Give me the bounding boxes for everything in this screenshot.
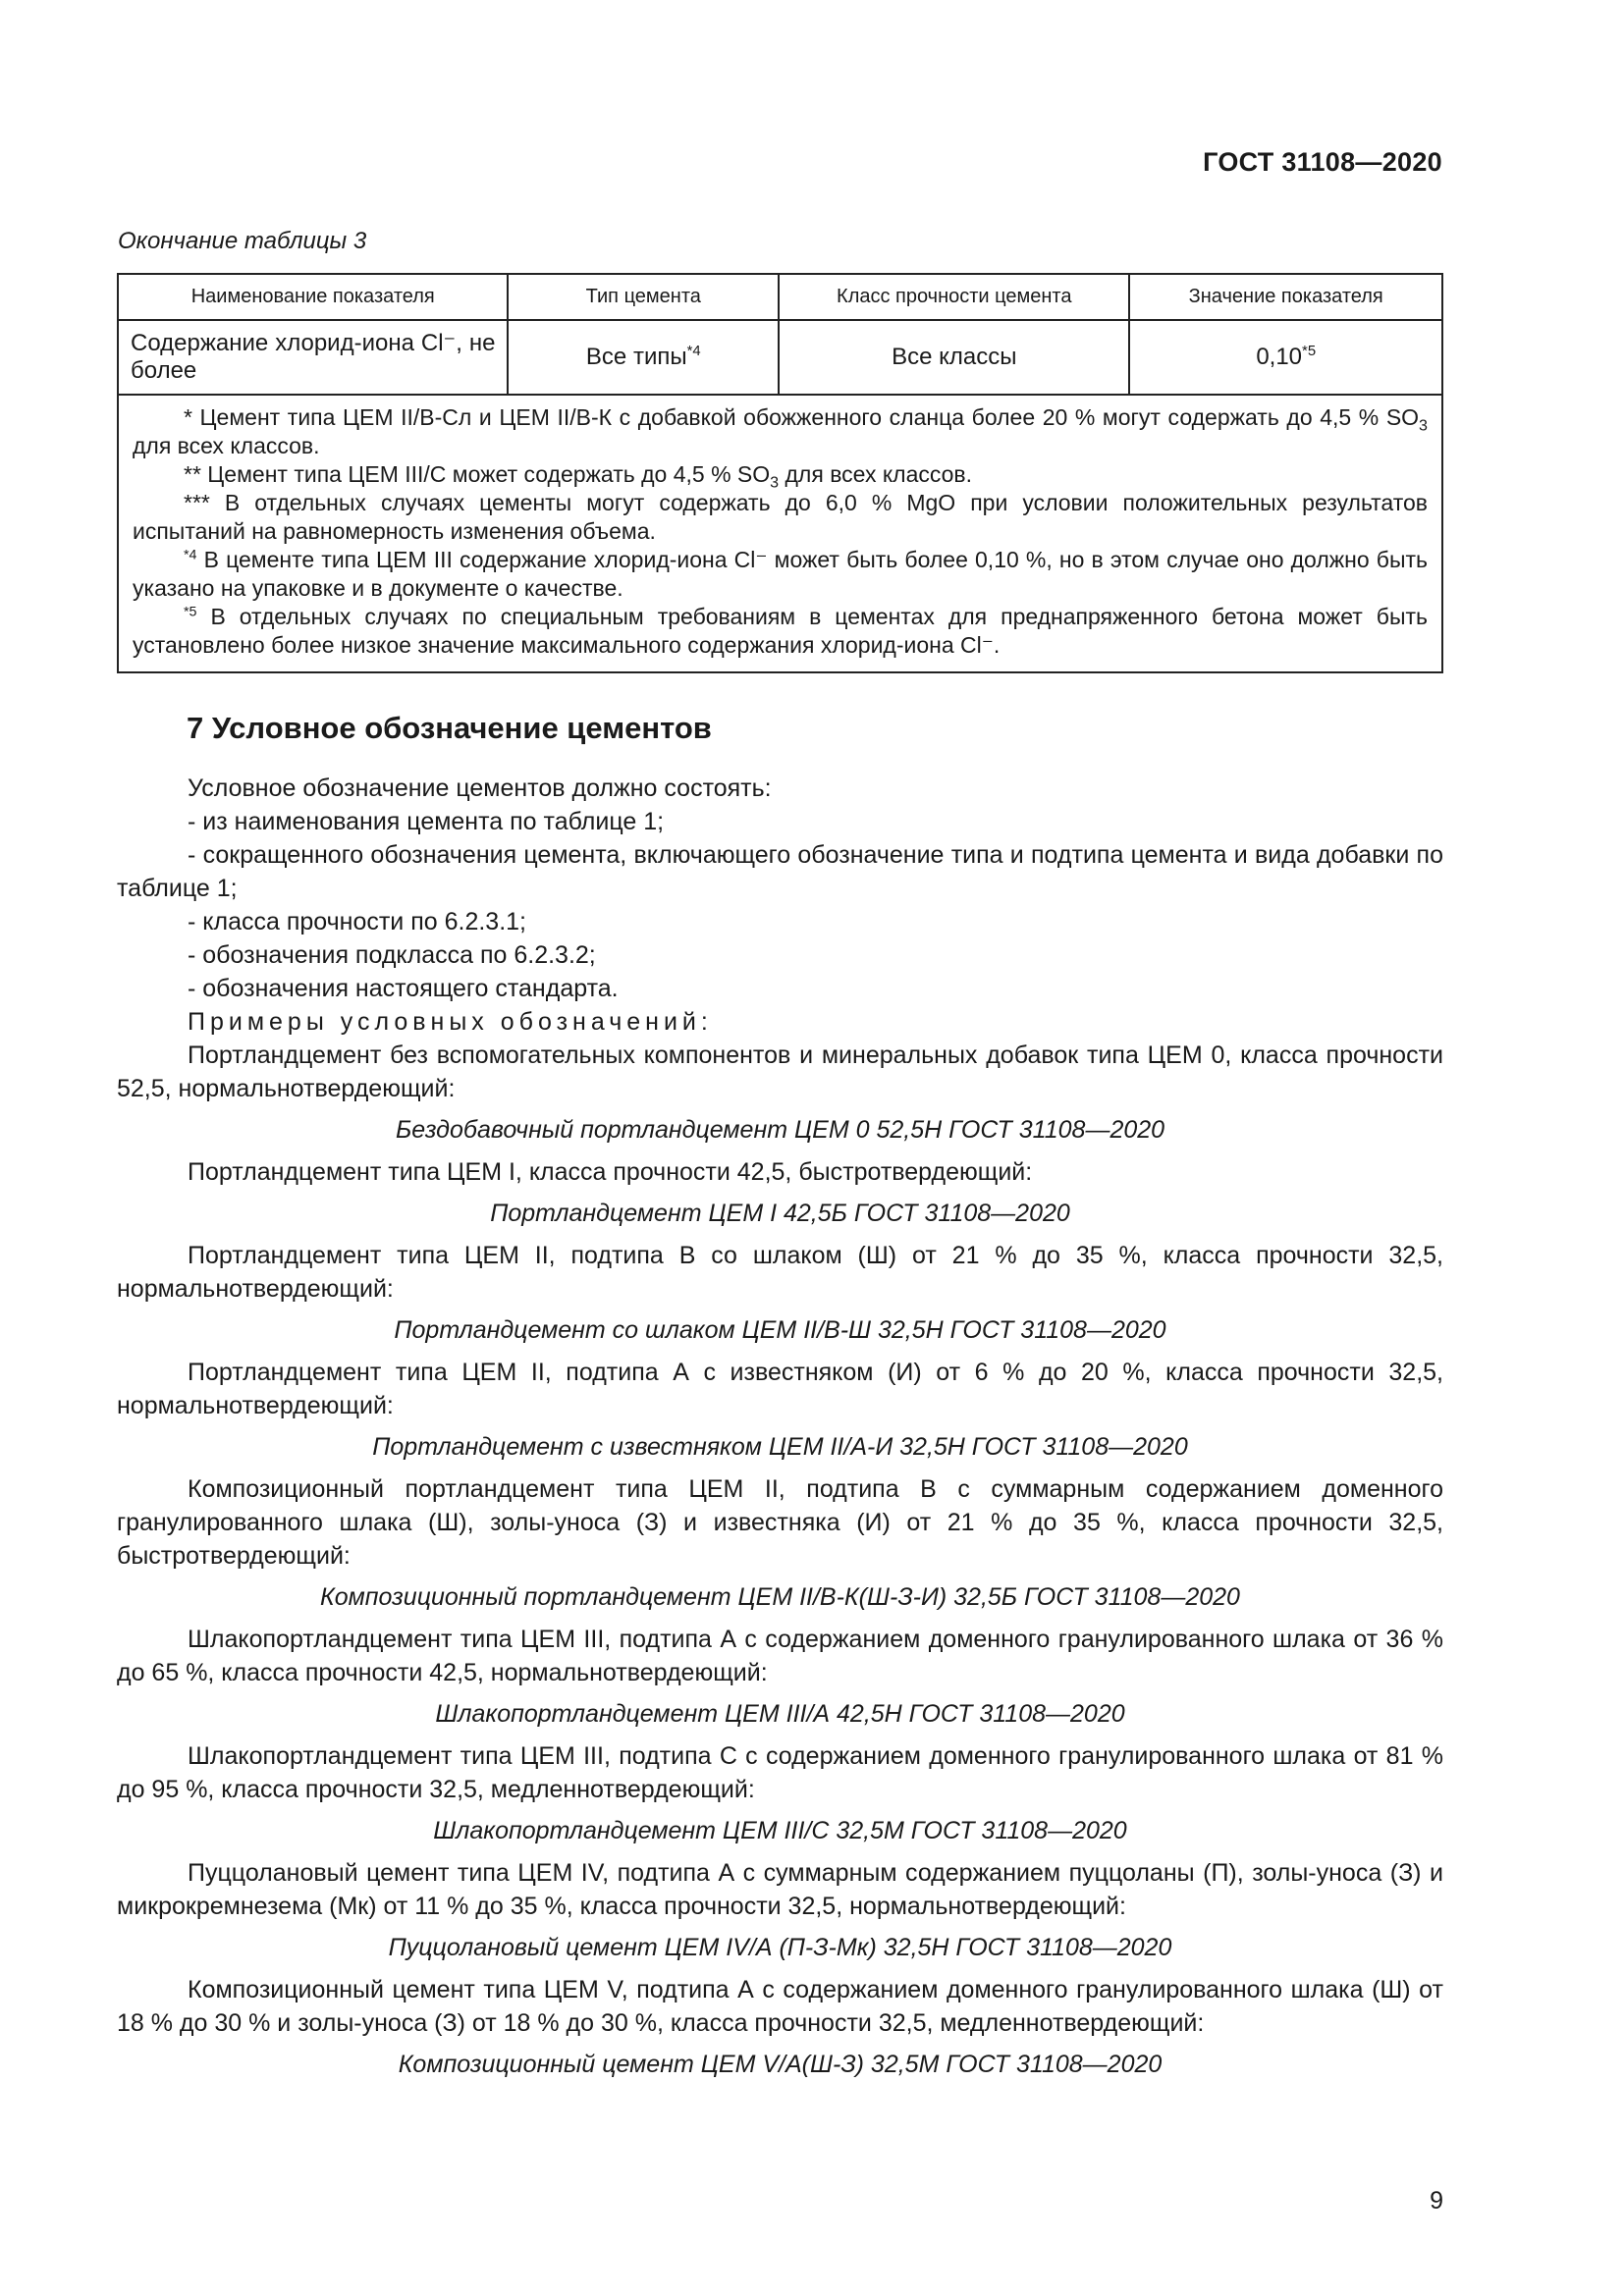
example-designation: Шлакопортландцемент ЦЕМ III/С 32,5М ГОСТ 31108—2020 — [433, 1817, 1127, 1844]
table-caption: Окончание таблицы 3 — [118, 228, 367, 254]
cement-type-cell — [508, 320, 779, 395]
example-description: Композиционный цемент типа ЦЕМ V, подтипа А с содержанием доменного гранулированного шлака (Ш) от 18 % до 30 % и золы-уноса (З) от 18 % до 30 %, класса прочности 32,5, медленнотвердеющий: — [117, 1976, 1443, 2037]
requirements-table — [117, 273, 1443, 673]
table-note: *** В отдельных случаях цементы могут содержать до 6,0 % MgO при условии положительных результатов испытаний на равномерность изменения объема. — [133, 490, 1428, 544]
footnote-mark: *5 — [1302, 344, 1317, 359]
parameter-name-cell: Содержание хлорид-иона Cl⁻, не более — [118, 320, 508, 395]
example-description: Пуццолановый цемент типа ЦЕМ IV, подтипа А с суммарным содержанием пуццоланы (П), золы-уноса (З) и микрокремнезема (Мк) от 11 % до 35 %, класса прочности 32,5, нормальнотвердеющий: — [117, 1859, 1443, 1920]
example-designation: Композиционный портландцемент ЦЕМ II/В-К(Ш-З-И) 32,5Б ГОСТ 31108—2020 — [320, 1583, 1240, 1611]
column-header-cement-type: Тип цемента — [508, 274, 779, 320]
list-item: - обозначения настоящего стандарта. — [188, 975, 619, 1002]
example-description: Портландцемент типа ЦЕМ I, класса прочности 42,5, быстротвердеющий: — [188, 1158, 1033, 1186]
section-title: 7 Условное обозначение цементов — [187, 711, 712, 745]
column-header-parameter: Наименование показателя — [118, 274, 508, 320]
table-notes-row — [118, 395, 1442, 672]
list-item: - сокращенного обозначения цемента, включающего обозначение типа и подтипа цемента и вида добавки по таблице 1; — [117, 841, 1443, 902]
section-body — [117, 772, 1443, 2090]
column-header-strength-class: Класс прочности цемента — [779, 274, 1129, 320]
example-designation: Композиционный цемент ЦЕМ V/А(Ш-З) 32,5М ГОСТ 31108—2020 — [398, 2051, 1163, 2078]
cement-type-text: Все типы — [585, 344, 687, 370]
footnote-mark: *4 — [686, 344, 701, 359]
example-description: Композиционный портландцемент типа ЦЕМ II, подтипа В с суммарным содержанием доменного гранулированного шлака (Ш), золы-уноса (З) и известняка (И) от 21 % до 35 %, класса прочности 32,5, быстротвердеющий: — [117, 1475, 1443, 1570]
example-designation: Портландцемент со шлаком ЦЕМ II/В-Ш 32,5Н ГОСТ 31108—2020 — [394, 1316, 1166, 1344]
section-intro: Условное обозначение цементов должно состоять: — [188, 774, 772, 802]
example-designation: Шлакопортландцемент ЦЕМ III/А 42,5Н ГОСТ 31108—2020 — [435, 1700, 1125, 1728]
example-designation: Бездобавочный портландцемент ЦЕМ 0 52,5Н ГОСТ 31108—2020 — [395, 1116, 1165, 1144]
table-note: $^{*4}$ В цементе типа ЦЕМ III содержание хлорид-иона Cl⁻ может быть более 0,10 %, но в этом случае оно должно быть указано на упаковке и в документе о качестве. — [133, 547, 1428, 601]
table-note: ** Цемент типа ЦЕМ III/С может содержать до 4,5 % $SO_3$ для всех классов. — [184, 461, 973, 492]
example-description: Шлакопортландцемент типа ЦЕМ III, подтипа С с содержанием доменного гранулированного шлака от 81 % до 95 %, класса прочности 32,5, медленнотвердеющий: — [117, 1742, 1443, 1803]
table-header-row — [118, 274, 1442, 320]
standard-number-header: ГОСТ 31108—2020 — [1203, 147, 1442, 177]
list-item: - обозначения подкласса по 6.2.3.2; — [188, 941, 596, 969]
example-designation: Пуццолановый цемент ЦЕМ IV/А (П-З-Мк) 32,5Н ГОСТ 31108—2020 — [388, 1934, 1172, 1961]
value-cell — [1129, 320, 1442, 395]
value-text: 0,10 — [1256, 344, 1303, 370]
table-note: $^{*5}$ В отдельных случаях по специальным требованиям в цементах для преднапряженного бетона может быть установлено более низкое значение максимального содержания хлорид-иона Cl⁻. — [133, 604, 1428, 658]
example-description: Портландцемент без вспомогательных компонентов и минеральных добавок типа ЦЕМ 0, класса прочности 52,5, нормальнотвердеющий: — [117, 1041, 1443, 1102]
example-designation: Портландцемент ЦЕМ I 42,5Б ГОСТ 31108—2020 — [490, 1200, 1070, 1227]
example-description: Портландцемент типа ЦЕМ II, подтипа В со шлаком (Ш) от 21 % до 35 %, класса прочности 32,5, нормальнотвердеющий: — [117, 1242, 1443, 1303]
strength-class-cell: Все классы — [779, 320, 1129, 395]
examples-heading: Примеры условных обозначений: — [188, 1008, 713, 1036]
example-designation: Портландцемент с известняком ЦЕМ II/А-И 32,5Н ГОСТ 31108—2020 — [372, 1433, 1188, 1461]
table-notes — [118, 395, 1442, 672]
table-row — [118, 320, 1442, 395]
example-description: Шлакопортландцемент типа ЦЕМ III, подтипа А с содержанием доменного гранулированного шлака от 36 % до 65 %, класса прочности 42,5, нормальнотвердеющий: — [117, 1626, 1443, 1686]
list-item: - класса прочности по 6.2.3.1; — [188, 908, 527, 935]
example-description: Портландцемент типа ЦЕМ II, подтипа А с известняком (И) от 6 % до 20 %, класса прочности 32,5, нормальнотвердеющий: — [117, 1359, 1443, 1419]
list-item: - из наименования цемента по таблице 1; — [188, 808, 665, 835]
table-note: * Цемент типа ЦЕМ II/В-Сл и ЦЕМ II/В-К с добавкой обожженного сланца более 20 % могут содержать до 4,5 % $SO_3$ для всех классов. — [133, 404, 1428, 458]
page-number: 9 — [1430, 2187, 1443, 2215]
column-header-value: Значение показателя — [1129, 274, 1442, 320]
